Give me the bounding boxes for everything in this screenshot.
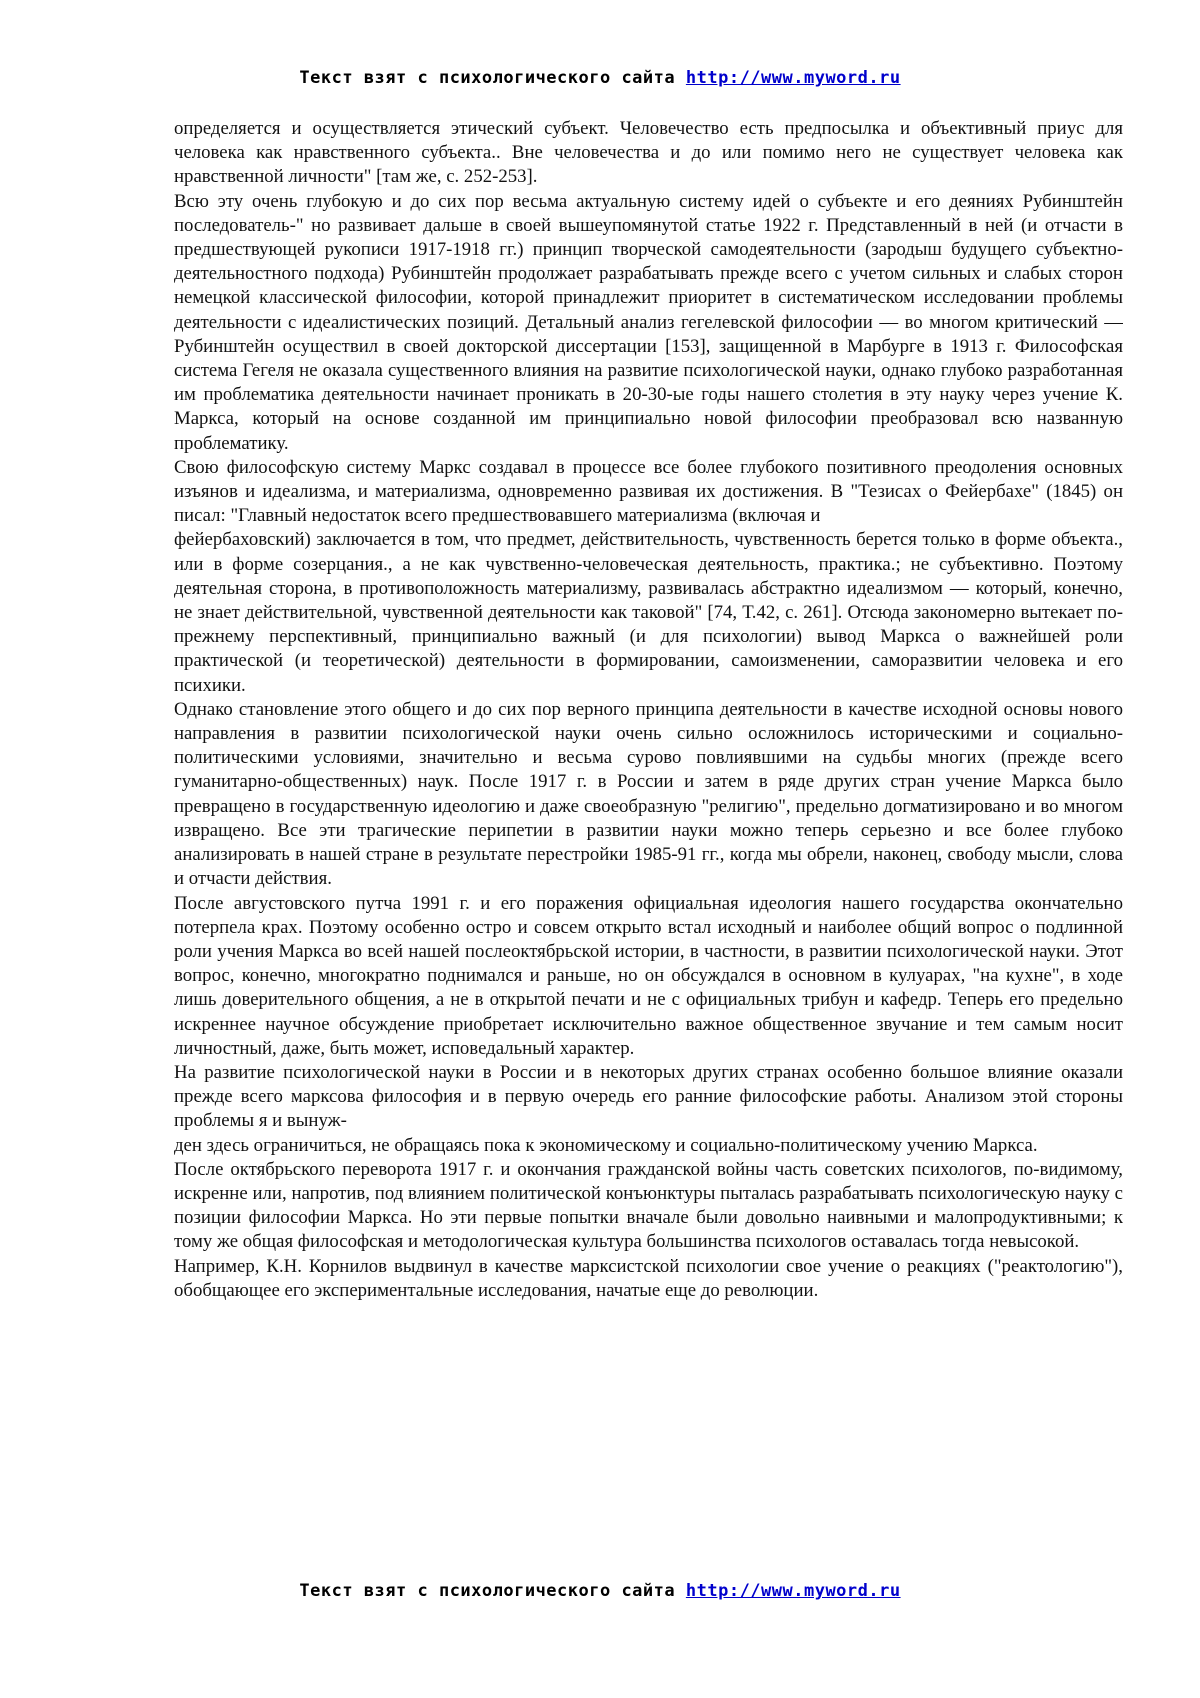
- paragraph: Однако становление этого общего и до сих пор верного принципа деятельности в качестве исходной основы нового направления в развитии психологической науки очень сильно осложнилось историческими и социально-политическими условиями, значительно и весьма сурово повлиявшими на судьбы многих (прежде всего гуманитарно-общественных) наук. После 1917 г. в России и затем в ряде других стран учение Маркса было превращено в государственную идеологию и даже своеобразную "религию", предельно догматизировано и во многом извращено. Все эти трагические перипетии в развитии науки можно теперь серьезно и все более глубоко анализировать в нашей стране в результате перестройки 1985-91 гг., когда мы обрели, наконец, свободу мысли, слова и отчасти действия.: [174, 698, 1123, 892]
- paragraph: ден здесь ограничиться, не обращаясь пока к экономическому и социально-политическому учению Маркса.: [174, 1134, 1123, 1158]
- paragraph: Свою философскую систему Маркс создавал в процессе все более глубокого позитивного преодоления основных изъянов и идеализма, и материализма, одновременно развивая их достижения. В "Тезисах о Фейербахе" (1845) он писал: "Главный недостаток всего предшествовавшего материализма (включая и: [174, 456, 1123, 529]
- paragraph: фейербаховский) заключается в том, что предмет, действительность, чувственность берется только в форме объекта., или в форме созерцания., а не как чувственно-человеческая деятельность, практика.; не субъективно. Поэтому деятельная сторона, в противоположность материализму, развивалась абстрактно идеализмом — который, конечно, не знает действительной, чувственной деятельности как таковой" [74, Т.42, с. 261]. Отсюда закономерно вытекает по-прежнему перспективный, принципиально важный (и для психологии) вывод Маркса о важнейшей роли практической (и теоретической) деятельности в формировании, самоизменении, саморазвитии человека и его психики.: [174, 528, 1123, 697]
- paragraph: На развитие психологической науки в России и в некоторых других странах особенно большое влияние оказали прежде всего марксова философия и в первую очередь его ранние философские работы. Анализом этой стороны проблемы я и вынуж-: [174, 1061, 1123, 1134]
- paragraph: После октябрьского переворота 1917 г. и окончания гражданской войны часть советских психологов, по-видимому, искренне или, напротив, под влиянием политической конъюнктуры пыталась разрабатывать психологическую науку с позиции философии Маркса. Но эти первые попытки вначале были довольно наивными и малопродуктивными; к тому же общая философская и методологическая культура большинства психологов оставалась тогда невысокой.: [174, 1158, 1123, 1255]
- header-link[interactable]: http://www.myword.ru: [686, 68, 901, 88]
- paragraph: Всю эту очень глубокую и до сих пор весьма актуальную систему идей о субъекте и его деяниях Рубинштейн последователь-" но развивает дальше в своей вышеупомянутой статье 1922 г. Представленный в ней (и отчасти в предшествующей рукописи 1917-1918 гг.) принцип творческой самодеятельности (зародыш будущего субъектно-деятельностного подхода) Рубинштейн продолжает разрабатывать прежде всего с учетом сильных и слабых сторон немецкой классической философии, которой принадлежит приоритет в систематическом исследовании проблемы деятельности с идеалистических позиций. Детальный анализ гегелевской философии — во многом критический — Рубинштейн осуществил в своей докторской диссертации [153], защищенной в Марбурге в 1913 г. Философская система Гегеля не оказала существенного влияния на развитие психологической науки, однако глубоко разработанная им проблематика деятельности начинает проникать в 20-30-ые годы нашего столетия в эту науку через учение К. Маркса, который на основе созданной им принципиально новой философии преобразовал всю названную проблематику.: [174, 190, 1123, 456]
- paragraph: определяется и осуществляется этический субъект. Человечество есть предпосылка и объективный приус для человека как нравственного субъекта.. Вне человечества и до или помимо него не существует человека как нравственной личности" [там же, с. 252-253].: [174, 117, 1123, 190]
- paragraph: После августовского путча 1991 г. и его поражения официальная идеология нашего государства окончательно потерпела крах. Поэтому особенно остро и совсем открыто встал исходный и наиболее общий вопрос о подлинной роли учения Маркса во всей нашей послеоктябрьской истории, в частности, в развитии психологической науки. Этот вопрос, конечно, многократно поднимался и раньше, но он обсуждался в основном в кулуарах, "на кухне", в ходе лишь доверительного общения, а не в открытой печати и не с официальных трибун и кафедр. Теперь его предельно искреннее научное обсуждение приобретает исключительно важное общественное звучание и тем самым носит личностный, даже, быть может, исповедальный характер.: [174, 892, 1123, 1061]
- page-header: [0, 68, 1200, 88]
- footer-link[interactable]: http://www.myword.ru: [686, 1581, 901, 1601]
- document-body: [174, 117, 1123, 1572]
- document-page: [0, 0, 1200, 1698]
- page-footer: [0, 1581, 1200, 1601]
- header-text: Текст взят с психологического сайта: [299, 68, 675, 88]
- paragraph: Например, К.Н. Корнилов выдвинул в качестве марксистской психологии свое учение о реакциях ("реактологию"), обобщающее его экспериментальные исследования, начатые еще до революции.: [174, 1255, 1123, 1303]
- footer-text: Текст взят с психологического сайта: [299, 1581, 675, 1601]
